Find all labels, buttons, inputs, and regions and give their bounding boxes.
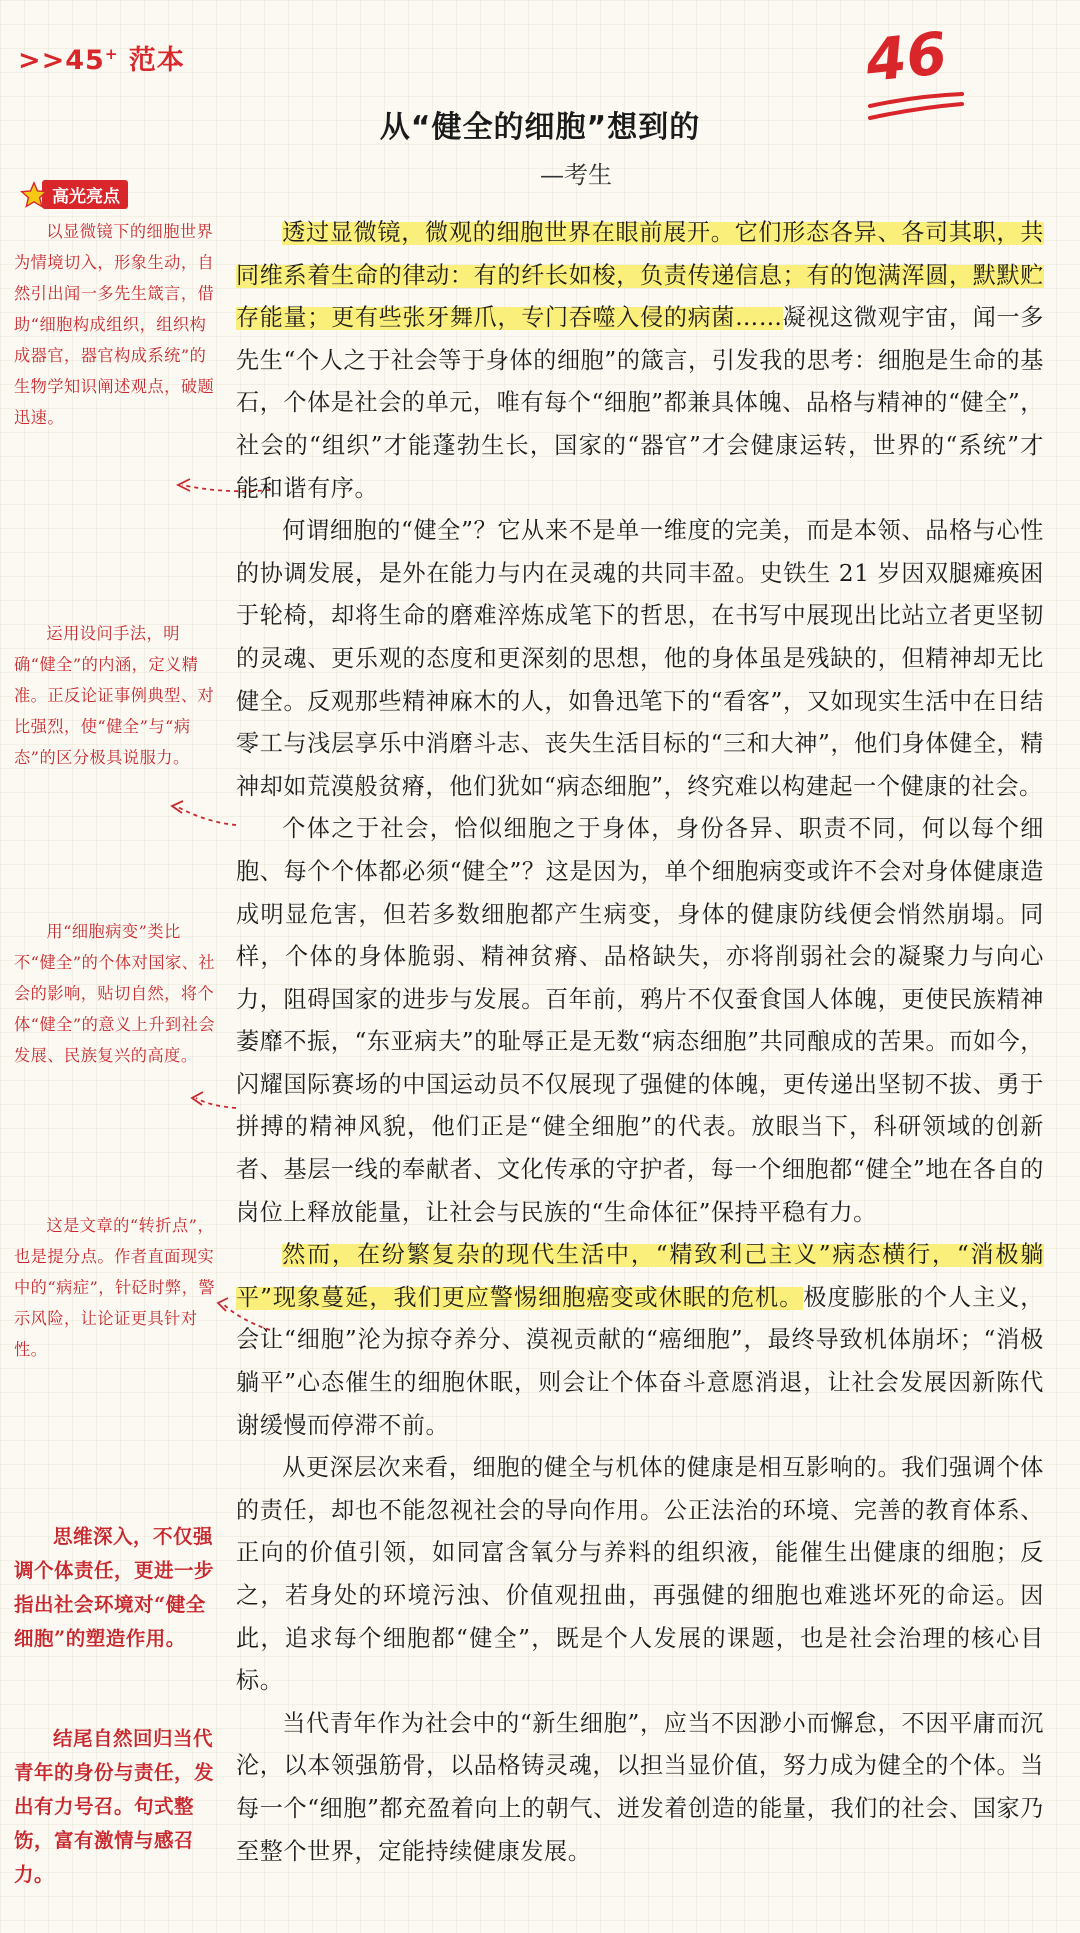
annotation-note-4: 这是文章的“转折点”，也是提分点。作者直面现实中的“病症”，针砭时弊，警示风险，让论证更具针对性。 (14, 1216, 216, 1359)
arrow-2 (176, 806, 236, 825)
highlighted-text: 透过显微镜，微观的细胞世界在眼前展开。它们形态各异、各司其职，共同维系着生命的律动：有的纤长如梭，负责传递信息；有的饱满浑圆，默默贮存能量；更有些张牙舞爪，专门吞噬入侵的病菌…… (236, 220, 1044, 332)
essay-paragraph (236, 212, 1044, 510)
essay-paragraph (236, 1234, 1044, 1447)
annotation-note-1: 以显微镜下的细胞世界为情境切入，形象生动，自然引出闻一多先生箴言，借助“细胞构成组织，组织构成器官，器官构成系统”的生物学知识阐述观点，破题迅速。 (14, 222, 215, 427)
paragraph-text: 当代青年作为社会中的“新生细胞”，应当不因渺小而懈怠，不因平庸而沉沦，以本领强筋骨，以品格铸灵魂，以担当显价值，努力成为健全的个体。当每一个“细胞”都充盈着向上的朝气、迸发着创造的能量，我们的社会、国家乃至整个世界，定能持续健康发展。 (236, 1710, 1044, 1865)
essay-paragraph (236, 808, 1044, 1234)
paragraph-text: 极度膨胀的个人主义，会让“细胞”沦为掠夺养分、漠视贡献的“癌细胞”，最终导致机体崩坏；“消极躺平”心态催生的细胞休眠，则会让个体奋斗意愿消退，让社会发展因新陈代谢缓慢而停滞不前。 (236, 1284, 1044, 1439)
arrowhead-2 (172, 801, 183, 813)
annotation-note-2: 运用设问手法，明确“健全”的内涵，定义精准。正反论证事例典型、对比强烈，使“健全”与“病态”的区分极具说服力。 (14, 624, 215, 767)
arrowhead-1 (178, 479, 190, 491)
paragraph-text: 个体之于社会，恰似细胞之于身体，身份各异、职责不同，何以每个细胞、每个个体都必须“健全”？这是因为，单个细胞病变或许不会对身体健康造成明显危害，但若多数细胞都产生病变，身体的健康防线便会悄然崩塌。同样，个体的身体脆弱、精神贫瘠、品格缺失，亦将削弱社会的凝聚力与向心力，阻碍国家的进步与发展。百年前，鸦片不仅蚕食国人体魄，更使民族精神萎靡不振，“东亚病夫”的耻辱正是无数“病态细胞”共同酿成的苦果。而如今，闪耀国际赛场的中国运动员不仅展现了强健的体魄，更传递出坚韧不拔、勇于拼搏的精神风貌，他们正是“健全细胞”的代表。放眼当下，科研领域的创新者、基层一线的奉献者、文化传承的守护者，每一个细胞都“健全”地在各自的岗位上释放能量，让社会与民族的“生命体征”保持平稳有力。 (236, 816, 1044, 1226)
paragraph-text: 从更深层次来看，细胞的健全与机体的健康是相互影响的。我们强调个体的责任，却也不能忽视社会的导向作用。公正法治的环境、完善的教育体系、正向的价值引领，如同富含氧分与养料的组织液，能催生出健康的细胞；反之，若身处的环境污浊、价值观扭曲，再强健的细胞也难逃坏死的命运。因此，追求每个细胞都“健全”，既是个人发展的课题，也是社会治理的核心目标。 (236, 1455, 1044, 1695)
arrowhead-3 (192, 1092, 203, 1105)
essay-author: —考生 (540, 161, 612, 189)
annotation-note-3: 用“细胞病变”类比不“健全”的个体对国家、社会的影响，贴切自然，将个体“健全”的意义上升到社会发展、民族复兴的高度。 (14, 922, 216, 1065)
essay-paragraph (236, 1703, 1044, 1873)
paragraph-text: 何谓细胞的“健全”？它从来不是单一维度的完美，而是本领、品格与心性的协调发展，是外在能力与内在灵魂的共同丰盈。史铁生 21 岁因双腿瘫痪困于轮椅，却将生命的磨难淬炼成笔下的哲思，在书写中展现出比站立者更坚韧的灵魂、更乐观的态度和更深刻的思想，他的身体虽是残缺的，但精神却无比健全。反观那些精神麻木的人，如鲁迅笔下的“看客”，又如现实生活中在日结零工与浅层享乐中消磨斗志、丧失生活目标的“三和大神”，他们身体健全，精神却如荒漠般贫瘠，他们犹如“病态细胞”，终究难以构建起一个健康的社会。 (236, 518, 1044, 800)
highlighted-text: 然而，在纷繁复杂的现代生活中，“精致利己主义”病态横行，“消极躺平”现象蔓延，我们更应警惕细胞癌变或休眠的危机。 (236, 1242, 1044, 1311)
essay-body (236, 212, 1044, 1873)
essay-paragraph (236, 510, 1044, 808)
annotation-note-5: 思维深入，不仅强调个体责任，更进一步指出社会环境对“健全细胞”的塑造作用。 (14, 1525, 215, 1650)
annotation-note-6: 结尾自然回归当代青年的身份与责任，发出有力号召。句式整饬，富有激情与感召力。 (14, 1727, 215, 1886)
essay-paragraph (236, 1447, 1044, 1703)
paragraph-text: 凝视这微观宇宙，闻一多先生“个人之于社会等于身体的细胞”的箴言，引发我的思考：细胞是生命的基石，个体是社会的单元，唯有每个“细胞”都兼具体魄、品格与精神的“健全”，社会的“组织”才能蓬勃生长，国家的“器官”才会健康运转，世界的“系统”才能和谐有序。 (236, 305, 1044, 502)
highlight-tag (20, 180, 128, 209)
template-badge: >>45+ 范本 (18, 45, 185, 76)
arrow-3 (196, 1098, 236, 1108)
essay-title: 从“健全的细胞”想到的 (379, 110, 701, 145)
highlight-tag-label: 高光亮点 (42, 180, 128, 209)
score-mark: 46 (862, 18, 951, 96)
star-icon (20, 181, 48, 209)
arrowhead-4 (218, 1298, 228, 1311)
